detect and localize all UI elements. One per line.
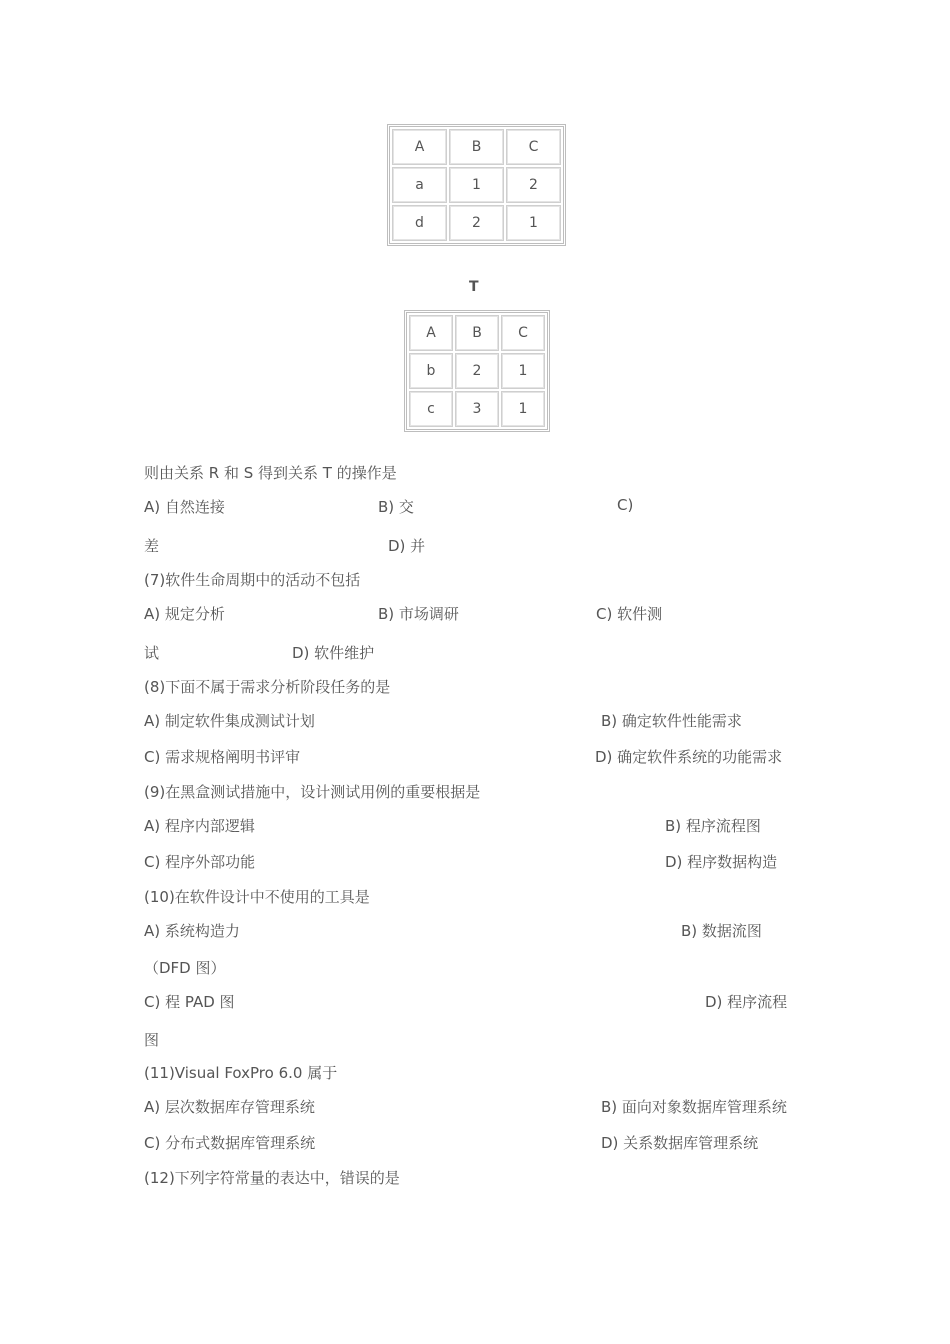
table-cell: C (506, 129, 561, 165)
text-line: C) 需求规格阐明书评审 (144, 748, 301, 766)
table-cell: 2 (449, 205, 504, 241)
text-line: A) 规定分析 (144, 605, 225, 623)
table-row (409, 353, 545, 389)
relation-table-t-body (409, 315, 545, 427)
text-line: D) 关系数据库管理系统 (601, 1134, 759, 1152)
text-line: (8)下面不属于需求分析阶段任务的是 (144, 678, 391, 696)
table-row (392, 205, 561, 241)
text-line: D) 确定软件系统的功能需求 (595, 748, 783, 766)
table-cell: 1 (501, 353, 545, 389)
table-cell: 2 (506, 167, 561, 203)
text-line: B) 程序流程图 (665, 817, 761, 835)
text-line: C) 程序外部功能 (144, 853, 256, 871)
text-line: D) 并 (388, 537, 426, 555)
table-cell: d (392, 205, 447, 241)
text-line: B) 确定软件性能需求 (601, 712, 742, 730)
text-line: A) 自然连接 (144, 498, 225, 516)
text-line: B) 市场调研 (378, 605, 459, 623)
text-line: A) 程序内部逻辑 (144, 817, 255, 835)
text-line: A) 层次数据库存管理系统 (144, 1098, 315, 1116)
text-line: D) 程序流程 (705, 993, 788, 1011)
text-line: B) 面向对象数据库管理系统 (601, 1098, 787, 1116)
text-line: C) 程 PAD 图 (144, 993, 235, 1011)
text-line: A) 制定软件集成测试计划 (144, 712, 315, 730)
table-cell: c (409, 391, 453, 427)
table-cell: 1 (506, 205, 561, 241)
relation-table-s-body (392, 129, 561, 241)
relation-table-t (404, 310, 550, 432)
text-line: A) 系统构造力 (144, 922, 240, 940)
text-line: (9)在黑盒测试措施中，设计测试用例的重要根据是 (144, 783, 481, 801)
text-line: C) 软件测 (596, 605, 663, 623)
table-cell: A (392, 129, 447, 165)
table-row (409, 315, 545, 351)
table-cell: 1 (501, 391, 545, 427)
table-cell: b (409, 353, 453, 389)
text-line: (11)Visual FoxPro 6.0 属于 (144, 1064, 338, 1082)
text-line: (10)在软件设计中不使用的工具是 (144, 888, 370, 906)
text-line: D) 程序数据构造 (665, 853, 778, 871)
text-line: (12)下列字符常量的表达中，错误的是 (144, 1169, 400, 1187)
table-row (392, 129, 561, 165)
table-row (409, 391, 545, 427)
text-line: C) 分布式数据库管理系统 (144, 1134, 316, 1152)
table-cell: A (409, 315, 453, 351)
table-cell: 3 (455, 391, 499, 427)
text-line: B) 交 (378, 498, 414, 516)
table-cell: 2 (455, 353, 499, 389)
text-line: (7)软件生命周期中的活动不包括 (144, 571, 361, 589)
table-cell: 1 (449, 167, 504, 203)
table-row (392, 167, 561, 203)
text-line: （DFD 图） (144, 959, 226, 977)
text-line: 差 (144, 537, 160, 555)
text-line: 图 (144, 1031, 160, 1049)
relation-table-s (387, 124, 566, 246)
text-line: B) 数据流图 (681, 922, 762, 940)
text-line: C) (617, 496, 634, 514)
table-t-label: T (469, 279, 479, 295)
text-line: 试 (144, 644, 160, 662)
text-line: D) 软件维护 (292, 644, 375, 662)
text-line: 则由关系 R 和 S 得到关系 T 的操作是 (144, 464, 397, 482)
table-cell: B (449, 129, 504, 165)
table-cell: C (501, 315, 545, 351)
table-cell: a (392, 167, 447, 203)
table-cell: B (455, 315, 499, 351)
